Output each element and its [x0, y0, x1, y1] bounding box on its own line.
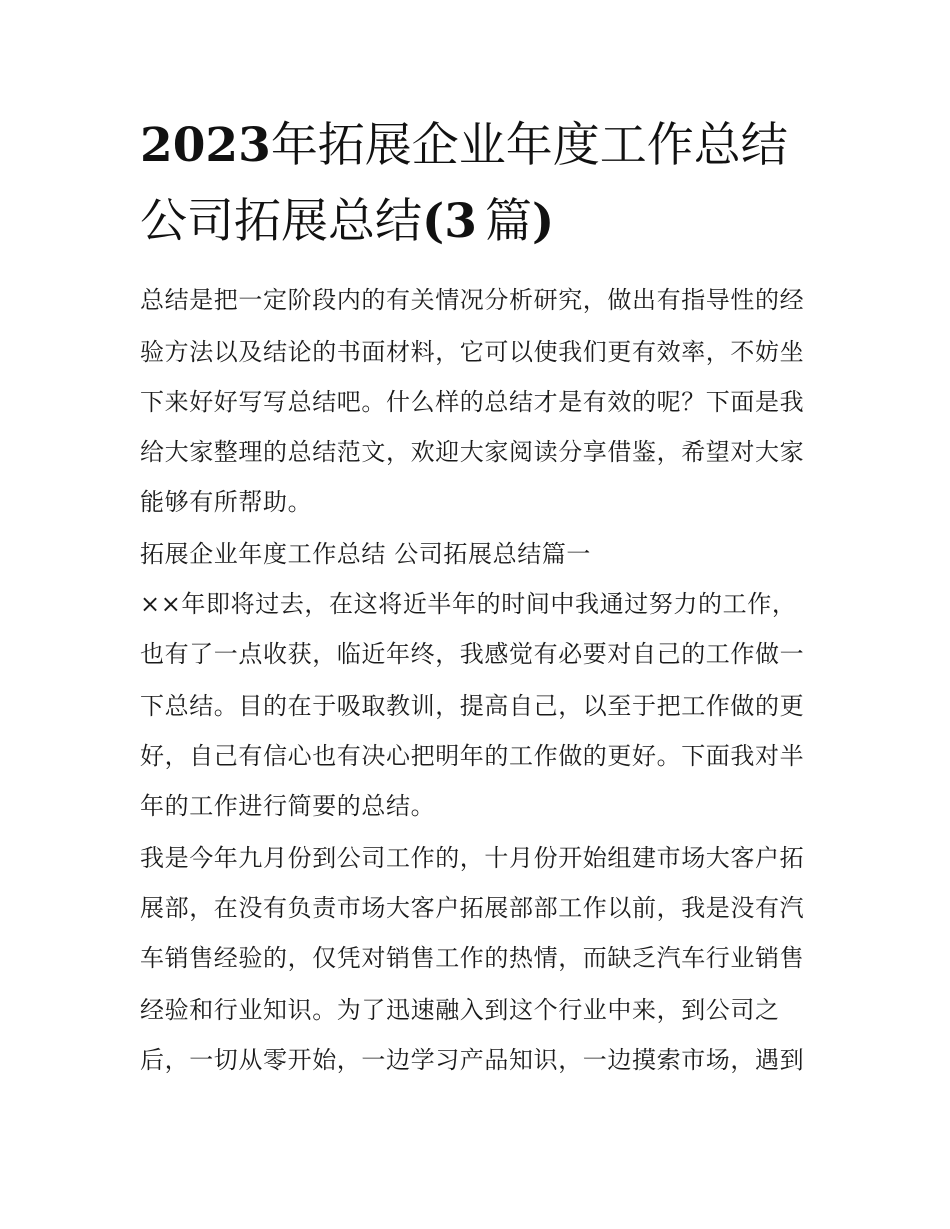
- paragraph-2-line: 我是今年九月份到公司工作的，十月份开始组建市场大客户拓: [140, 844, 805, 872]
- paragraph-2-line: 经验和行业知识。为了迅速融入到这个行业中来，到公司之: [140, 996, 780, 1024]
- document-title-line-1: [140, 118, 788, 174]
- paragraph-1-line: 下总结。目的在于吸取教训，提高自己，以至于把工作做的更: [140, 692, 805, 720]
- title-line-1-text: 年拓展企业年度工作总结: [270, 118, 788, 173]
- paragraph-2-line: 车销售经验的，仅凭对销售工作的热情，而缺乏汽车行业销售: [140, 944, 805, 972]
- paragraph-2-line: 展部，在没有负责市场大客户拓展部部工作以前，我是没有汽: [140, 894, 805, 922]
- paragraph-1-line: 也有了一点收获，临近年终，我感觉有必要对自己的工作做一: [140, 640, 805, 668]
- title-year: 2023: [140, 118, 271, 173]
- paragraph-1-line: 年的工作进行简要的总结。: [140, 792, 436, 820]
- title-count-close: ): [531, 194, 555, 249]
- intro-line: 下来好好写写总结吧。什么样的总结才是有效的呢？下面是我: [140, 388, 805, 416]
- document-title-line-2: [140, 194, 554, 250]
- intro-line: 总结是把一定阶段内的有关情况分析研究，做出有指导性的经: [140, 286, 805, 314]
- title-count-word: 篇: [484, 194, 532, 249]
- paragraph-1-line: ××年即将过去，在这将近半年的时间中我通过努力的工作，: [140, 590, 797, 618]
- title-line-2-text: 公司拓展总结: [140, 194, 422, 249]
- section-heading: 拓展企业年度工作总结 公司拓展总结篇一: [140, 540, 592, 568]
- paragraph-2-line: 后，一切从零开始，一边学习产品知识，一边摸索市场，遇到: [140, 1046, 805, 1074]
- intro-line: 给大家整理的总结范文，欢迎大家阅读分享借鉴，希望对大家: [140, 438, 805, 466]
- title-count-open: (3: [422, 194, 477, 249]
- paragraph-1-line: 好，自己有信心也有决心把明年的工作做的更好。下面我对半: [140, 742, 805, 770]
- intro-line: 验方法以及结论的书面材料，它可以使我们更有效率，不妨坐: [140, 338, 805, 366]
- intro-line: 能够有所帮助。: [140, 488, 313, 516]
